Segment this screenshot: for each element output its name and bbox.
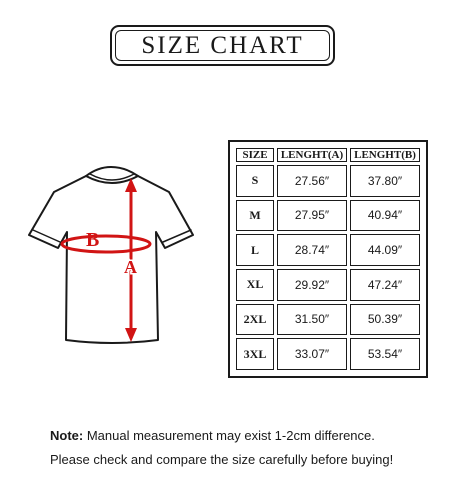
length-a-cell: 27.56″ [277, 165, 347, 197]
length-b-cell: 50.39″ [350, 304, 420, 336]
length-b-cell: 47.24″ [350, 269, 420, 301]
table-row [236, 200, 420, 232]
chest-measure-ellipse [62, 236, 150, 252]
note-label: Note: [50, 428, 84, 443]
tshirt-diagram [16, 160, 208, 355]
tshirt-outline [29, 167, 193, 343]
size-cell: 2XL [236, 304, 274, 336]
table-row [236, 304, 420, 336]
length-b-cell: 40.94″ [350, 200, 420, 232]
size-cell: L [236, 234, 274, 266]
header-size: SIZE [236, 148, 274, 162]
length-b-cell: 53.54″ [350, 338, 420, 370]
size-cell: XL [236, 269, 274, 301]
length-a-cell: 28.74″ [277, 234, 347, 266]
table-row [236, 165, 420, 197]
title-frame [110, 25, 335, 66]
table-row [236, 338, 420, 370]
length-a-cell: 31.50″ [277, 304, 347, 336]
size-cell: 3XL [236, 338, 274, 370]
size-cell: S [236, 165, 274, 197]
size-table [228, 140, 428, 378]
label-b: B [86, 229, 100, 251]
table-row [236, 234, 420, 266]
note-line-1 [50, 428, 375, 443]
page-title: SIZE CHART [141, 32, 304, 59]
note-text-1: Manual measurement may exist 1-2cm difference. [83, 428, 375, 443]
header-length-a: LENGHT(A) [277, 148, 347, 162]
header-length-b: LENGHT(B) [350, 148, 420, 162]
label-a: A [124, 257, 137, 277]
table-header-row [236, 148, 420, 162]
note-line-2: Please check and compare the size carefully before buying! [50, 452, 394, 467]
table-row [236, 269, 420, 301]
length-b-cell: 37.80″ [350, 165, 420, 197]
length-a-cell: 27.95″ [277, 200, 347, 232]
length-b-cell: 44.09″ [350, 234, 420, 266]
size-cell: M [236, 200, 274, 232]
length-a-cell: 33.07″ [277, 338, 347, 370]
length-a-cell: 29.92″ [277, 269, 347, 301]
